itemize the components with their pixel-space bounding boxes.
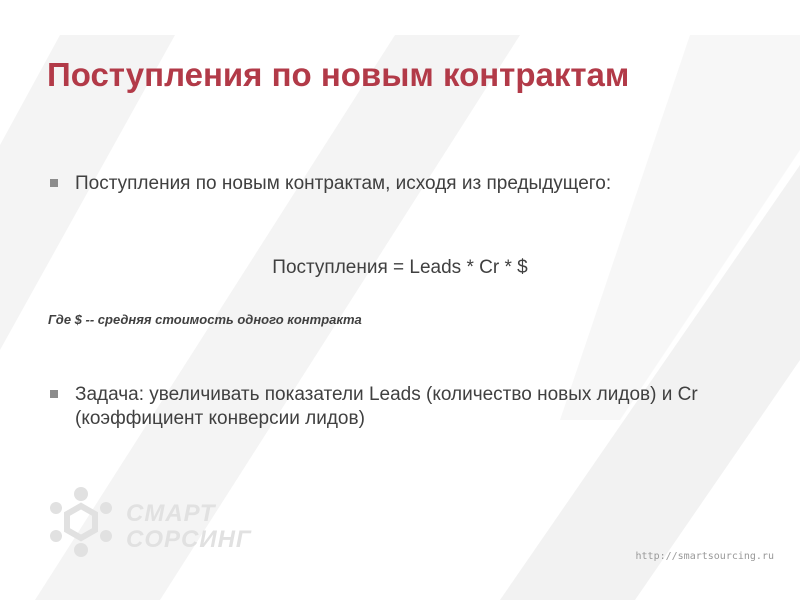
logo-hexagon-icon — [46, 484, 116, 560]
bullet-text: Поступления по новым контрактам, исходя из предыдущего: — [75, 173, 612, 194]
logo-text-line-2: СОРСИНГ — [126, 526, 252, 553]
company-logo — [46, 484, 252, 564]
square-bullet-icon — [50, 390, 58, 398]
bullet-item — [50, 172, 740, 196]
bullet-item — [50, 383, 740, 431]
logo-text-line-1: СМАРТ — [126, 500, 216, 527]
formula: Поступления = Leads * Cr * $ — [272, 257, 528, 278]
bullet-text: Задача: увеличивать показатели Leads (количество новых лидов) и Cr (коэффициент конверсии лидов) — [75, 384, 698, 429]
square-bullet-icon — [50, 179, 58, 187]
website-url: http://smartsourcing.ru — [635, 551, 774, 562]
slide-title: Поступления по новым контрактам — [47, 56, 630, 93]
formula-note: Где $ -- средняя стоимость одного контракта — [48, 312, 362, 327]
